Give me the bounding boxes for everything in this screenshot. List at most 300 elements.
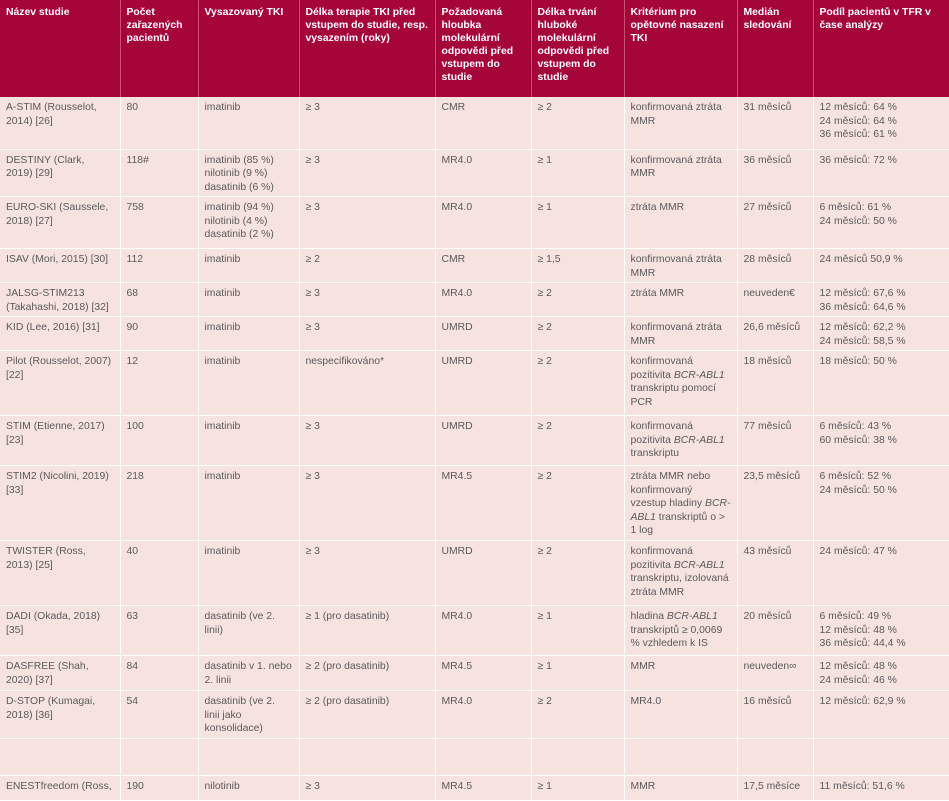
tfr-share-cell-line: 24 měsíců: 50 %	[819, 215, 897, 227]
response-depth-cell	[435, 317, 531, 351]
dmr-duration-cell	[531, 691, 624, 739]
dmr-duration-cell-text: ≥ 2	[537, 288, 552, 299]
tfr-share-cell-line: 36 měsíců: 72 %	[819, 154, 897, 166]
therapy-duration-cell-text: ≥ 1 (pro dasatinib)	[305, 611, 390, 622]
median-followup-cell-text: 20 měsíců	[743, 611, 792, 622]
tfr-share-cell-line: 24 měsíců: 47 %	[819, 546, 897, 557]
study-name-cell	[0, 738, 120, 775]
response-depth-cell	[435, 149, 531, 197]
gene-name-text: BCR-ABL1	[673, 559, 725, 571]
therapy-duration-cell	[299, 283, 435, 317]
table-row	[0, 738, 949, 775]
median-followup-cell	[737, 775, 813, 800]
restart-criterion-cell-text: MMR	[630, 780, 656, 792]
dmr-duration-cell	[531, 317, 624, 351]
response-depth-cell	[435, 283, 531, 317]
tfr-share-cell-line: 24 měsíců: 50 %	[819, 484, 897, 496]
study-name-cell	[0, 249, 120, 283]
tfr-share-cell	[813, 317, 949, 351]
study-name-cell-text: D-STOP (Kumagai, 2018) [36]	[6, 696, 96, 721]
median-followup-cell	[737, 416, 813, 466]
response-depth-cell-text: MR4.5	[441, 780, 473, 792]
patients-count-cell	[120, 97, 198, 149]
tfr-share-cell	[813, 249, 949, 283]
tfr-share-cell-line: 6 měsíců: 49 %	[819, 611, 892, 622]
median-followup-cell	[737, 466, 813, 541]
tfr-share-cell-line: 24 měsíců: 64 %	[819, 115, 897, 127]
table-row	[0, 606, 949, 656]
tfr-share-cell	[813, 775, 949, 800]
tfr-share-cell-line: 24 měsíců: 46 %	[819, 674, 897, 686]
tki-cell-line: dasatinib (2 %)	[204, 229, 274, 240]
study-name-cell-text: DASFREE (Shah, 2020) [37]	[6, 661, 89, 686]
gene-name-text: BCR-ABL1	[630, 498, 731, 523]
tfr-share-cell	[813, 738, 949, 775]
tki-cell-line: dasatinib (ve 2. linii)	[204, 611, 275, 636]
tki-cell-line: imatinib	[204, 102, 241, 113]
dmr-duration-cell	[531, 416, 624, 466]
gene-name-text: BCR-ABL1	[666, 611, 718, 622]
restart-criterion-cell	[624, 466, 737, 541]
tfr-share-cell	[813, 197, 949, 249]
restart-criterion-cell	[624, 283, 737, 317]
therapy-duration-cell	[299, 197, 435, 249]
study-name-cell-text: JALSG-STIM213 (Takahashi, 2018) [32]	[6, 288, 109, 313]
col-header-response-depth: Požadovaná hloubka molekulární odpovědi před vstupem do studie	[435, 0, 531, 97]
dmr-duration-cell	[531, 249, 624, 283]
response-depth-cell-text: MR4.0	[441, 202, 473, 213]
dmr-duration-cell-text: ≥ 2	[537, 696, 552, 707]
response-depth-cell-text: UMRD	[441, 356, 473, 367]
restart-criterion-cell-text: ztráta MMR	[630, 202, 685, 213]
restart-criterion-cell	[624, 249, 737, 283]
tfr-share-cell-line: 11 měsíců: 51,6 %	[819, 780, 905, 792]
study-name-cell	[0, 317, 120, 351]
table-row	[0, 149, 949, 197]
study-name-cell	[0, 466, 120, 541]
patients-count-cell-text: 90	[126, 322, 139, 333]
tki-cell-line: imatinib (85 %)	[204, 154, 274, 166]
response-depth-cell	[435, 416, 531, 466]
therapy-duration-cell-text: ≥ 3	[305, 322, 320, 333]
restart-criterion-text: ztráta MMR nebo konfirmovaný vzestup hladiny	[630, 471, 711, 509]
tki-cell	[198, 656, 299, 691]
patients-count-cell	[120, 541, 198, 606]
response-depth-cell-text: MR4.5	[441, 661, 473, 672]
median-followup-cell	[737, 656, 813, 691]
patients-count-cell	[120, 416, 198, 466]
tki-cell-line: imatinib	[204, 356, 241, 367]
patients-count-cell	[120, 197, 198, 249]
therapy-duration-cell-text: ≥ 3	[305, 202, 320, 213]
restart-criterion-cell-text: ztráta MMR	[630, 288, 685, 299]
study-name-cell-text: DADI (Okada, 2018) [35]	[6, 611, 101, 636]
dmr-duration-cell-text: ≥ 2	[537, 322, 552, 333]
therapy-duration-cell-text: ≥ 3	[305, 471, 320, 482]
patients-count-cell-text: 84	[126, 661, 139, 672]
tki-cell	[198, 416, 299, 466]
median-followup-cell-text: 26,6 měsíců	[743, 322, 801, 333]
patients-count-cell	[120, 149, 198, 197]
median-followup-cell	[737, 738, 813, 775]
tki-cell	[198, 691, 299, 739]
table-row	[0, 775, 949, 800]
therapy-duration-cell	[299, 656, 435, 691]
study-name-cell	[0, 283, 120, 317]
therapy-duration-cell-text: ≥ 3	[305, 288, 320, 299]
dmr-duration-cell-text: ≥ 2	[537, 356, 552, 367]
tki-cell	[198, 775, 299, 800]
therapy-duration-cell	[299, 416, 435, 466]
dmr-duration-cell	[531, 149, 624, 197]
median-followup-cell-text: 16 měsíců	[743, 696, 792, 707]
dmr-duration-cell-text: ≥ 1	[537, 202, 552, 213]
table-row	[0, 416, 949, 466]
study-name-cell	[0, 691, 120, 739]
restart-criterion-cell	[624, 351, 737, 416]
study-name-cell-text: DESTINY (Clark, 2019) [29]	[6, 154, 85, 179]
gene-name-text: BCR-ABL1	[673, 434, 725, 446]
restart-criterion-cell	[624, 97, 737, 149]
restart-criterion-cell-text: MMR	[630, 661, 656, 672]
restart-criterion-text: konfirmovaná pozitivita	[630, 546, 693, 571]
study-name-cell-text: KID (Lee, 2016) [31]	[6, 322, 100, 333]
therapy-duration-cell	[299, 351, 435, 416]
tki-cell	[198, 249, 299, 283]
median-followup-cell	[737, 197, 813, 249]
tfr-share-cell-line: 60 měsíců: 38 %	[819, 434, 897, 446]
restart-criterion-text: transkriptů o > 1 log	[630, 511, 725, 536]
median-followup-cell	[737, 249, 813, 283]
tki-cell	[198, 541, 299, 606]
dmr-duration-cell-text: ≥ 1,5	[537, 254, 561, 265]
dmr-duration-cell	[531, 97, 624, 149]
dmr-duration-cell-text: ≥ 1	[537, 154, 552, 166]
study-name-cell	[0, 775, 120, 800]
study-name-cell-text: ISAV (Mori, 2015) [30]	[6, 254, 109, 265]
tki-cell-line: nilotinib (9 %)	[204, 168, 268, 179]
study-name-cell-text: Pilot (Rousselot, 2007) [22]	[6, 356, 112, 381]
study-name-cell	[0, 97, 120, 149]
col-header-tfr-share: Podíl pacientů v TFR v čase analýzy	[813, 0, 949, 97]
col-header-median-followup: Medián sledování	[737, 0, 813, 97]
patients-count-cell	[120, 775, 198, 800]
median-followup-cell-text: neuveden€	[743, 288, 795, 299]
tfr-share-cell-line: 6 měsíců: 61 %	[819, 202, 892, 213]
tki-cell-line: imatinib (94 %)	[204, 202, 274, 213]
table-row	[0, 351, 949, 416]
study-name-cell-text: EURO-SKI (Saussele, 2018) [27]	[6, 202, 109, 227]
tfr-share-cell-line: 12 měsíců: 64 %	[819, 102, 897, 113]
median-followup-cell	[737, 283, 813, 317]
response-depth-cell	[435, 197, 531, 249]
therapy-duration-cell	[299, 149, 435, 197]
dmr-duration-cell-text: ≥ 1	[537, 661, 552, 672]
patients-count-cell-text: 118#	[126, 154, 149, 166]
tki-cell-line: imatinib	[204, 546, 241, 557]
dmr-duration-cell	[531, 606, 624, 656]
therapy-duration-cell-text: ≥ 2 (pro dasatinib)	[305, 661, 390, 672]
response-depth-cell-text: MR4.0	[441, 696, 473, 707]
dmr-duration-cell-text: ≥ 1	[537, 611, 552, 622]
median-followup-cell	[737, 351, 813, 416]
gene-name-text: BCR-ABL1	[673, 369, 725, 381]
median-followup-cell-text: 36 měsíců	[743, 154, 792, 166]
tfr-share-cell	[813, 283, 949, 317]
study-name-cell	[0, 541, 120, 606]
response-depth-cell	[435, 351, 531, 416]
restart-criterion-cell	[624, 149, 737, 197]
restart-criterion-cell-text: konfirmovaná ztráta MMR	[630, 254, 722, 279]
tki-cell	[198, 351, 299, 416]
tfr-share-cell-line: 24 měsíců: 58,5 %	[819, 335, 906, 347]
restart-criterion-text: hladina	[630, 611, 667, 622]
patients-count-cell-text: 112	[126, 254, 144, 265]
tfr-share-cell-line: 6 měsíců: 52 %	[819, 471, 892, 482]
median-followup-cell	[737, 97, 813, 149]
patients-count-cell-text: 758	[126, 202, 144, 213]
tfr-share-cell	[813, 416, 949, 466]
response-depth-cell-text: UMRD	[441, 546, 473, 557]
restart-criterion-cell	[624, 775, 737, 800]
study-name-cell	[0, 656, 120, 691]
study-name-cell	[0, 149, 120, 197]
col-header-study: Název studie	[0, 0, 120, 97]
dmr-duration-cell	[531, 197, 624, 249]
dmr-duration-cell-text: ≥ 2	[537, 471, 552, 482]
therapy-duration-cell	[299, 317, 435, 351]
restart-criterion-cell	[624, 541, 737, 606]
median-followup-cell	[737, 149, 813, 197]
tfr-share-cell	[813, 656, 949, 691]
response-depth-cell	[435, 606, 531, 656]
response-depth-cell-text: MR4.0	[441, 611, 473, 622]
tfr-share-cell	[813, 541, 949, 606]
table-row	[0, 466, 949, 541]
tki-cell	[198, 466, 299, 541]
restart-criterion-cell-text: konfirmovaná ztráta MMR	[630, 322, 722, 347]
tki-cell-line: imatinib	[204, 288, 241, 299]
col-header-therapy-duration: Délka terapie TKI před vstupem do studie, resp. vysazením (roky)	[299, 0, 435, 97]
patients-count-cell	[120, 317, 198, 351]
tki-cell	[198, 606, 299, 656]
header-row	[0, 0, 949, 97]
dmr-duration-cell	[531, 656, 624, 691]
patients-count-cell-text: 100	[126, 421, 144, 432]
response-depth-cell	[435, 541, 531, 606]
patients-count-cell	[120, 691, 198, 739]
dmr-duration-cell-text: ≥ 2	[537, 546, 552, 557]
dmr-duration-cell	[531, 738, 624, 775]
dmr-duration-cell	[531, 541, 624, 606]
therapy-duration-cell-text: ≥ 3	[305, 421, 320, 432]
median-followup-cell	[737, 606, 813, 656]
response-depth-cell	[435, 97, 531, 149]
tki-cell-line: imatinib	[204, 254, 241, 265]
restart-criterion-text: transkriptu pomocí PCR	[630, 383, 716, 408]
table-row	[0, 97, 949, 149]
therapy-duration-cell	[299, 541, 435, 606]
response-depth-cell-text: MR4.5	[441, 471, 473, 482]
restart-criterion-cell	[624, 197, 737, 249]
response-depth-cell-text: UMRD	[441, 421, 473, 432]
median-followup-cell-text: 77 měsíců	[743, 421, 792, 432]
median-followup-cell-text: neuveden∞	[743, 661, 797, 672]
tfr-share-cell-line: 6 měsíců: 43 %	[819, 421, 892, 432]
response-depth-cell	[435, 738, 531, 775]
median-followup-cell-text: 43 měsíců	[743, 546, 792, 557]
therapy-duration-cell	[299, 738, 435, 775]
tki-cell-line: nilotinib (4 %)	[204, 215, 268, 227]
tfr-share-cell-line: 12 měsíců: 62,9 %	[819, 696, 906, 707]
tki-cell-line: dasatinib v 1. nebo 2. linii	[204, 661, 292, 686]
response-depth-cell-text: CMR	[441, 102, 466, 113]
therapy-duration-cell	[299, 775, 435, 800]
patients-count-cell-text: 54	[126, 696, 139, 707]
median-followup-cell-text: 17,5 měsíce	[743, 780, 801, 792]
dmr-duration-cell-text: ≥ 2	[537, 421, 552, 432]
median-followup-cell	[737, 317, 813, 351]
tfr-share-cell-line: 36 měsíců: 44,4 %	[819, 638, 906, 649]
restart-criterion-cell-text: konfirmovaná ztráta MMR	[630, 102, 722, 127]
patients-count-cell-text: 40	[126, 546, 139, 557]
tfr-share-cell-line: 12 měsíců: 48 %	[819, 624, 897, 636]
response-depth-cell	[435, 691, 531, 739]
tfr-share-cell	[813, 691, 949, 739]
study-name-cell-text: A-STIM (Rousselot, 2014) [26]	[6, 102, 97, 127]
response-depth-cell	[435, 656, 531, 691]
tki-cell-line: nilotinib	[204, 780, 240, 792]
tfr-share-cell-line: 36 měsíců: 64,6 %	[819, 301, 906, 313]
restart-criterion-text: transkriptů ≥ 0,0069 % vzhledem k IS	[630, 624, 723, 649]
tfr-share-cell-line: 36 měsíců: 61 %	[819, 129, 897, 140]
median-followup-cell	[737, 691, 813, 739]
response-depth-cell-text: CMR	[441, 254, 466, 265]
patients-count-cell	[120, 656, 198, 691]
patients-count-cell-text: 63	[126, 611, 139, 622]
restart-criterion-text: konfirmovaná pozitivita	[630, 421, 693, 446]
tfr-share-cell	[813, 149, 949, 197]
restart-criterion-text: konfirmovaná pozitivita	[630, 356, 693, 381]
response-depth-cell-text: MR4.0	[441, 288, 473, 299]
tki-cell	[198, 197, 299, 249]
tki-cell	[198, 149, 299, 197]
response-depth-cell	[435, 466, 531, 541]
median-followup-cell-text: 18 měsíců	[743, 356, 792, 367]
dmr-duration-cell-text: ≥ 1	[537, 780, 552, 792]
tfr-share-cell-line: 24 měsíců 50,9 %	[819, 254, 903, 265]
table-row	[0, 317, 949, 351]
col-header-patients: Počet zařazených pacientů	[120, 0, 198, 97]
tfr-share-cell	[813, 351, 949, 416]
restart-criterion-cell	[624, 691, 737, 739]
therapy-duration-cell	[299, 97, 435, 149]
dmr-duration-cell	[531, 466, 624, 541]
patients-count-cell-text: 80	[126, 102, 139, 113]
tfr-share-cell	[813, 606, 949, 656]
restart-criterion-text: transkriptu	[630, 448, 680, 459]
col-header-restart-criterion: Kritérium pro opětovné nasazení TKI	[624, 0, 737, 97]
study-name-cell	[0, 197, 120, 249]
median-followup-cell-text: 28 měsíců	[743, 254, 792, 265]
tki-cell-line: dasatinib (6 %)	[204, 181, 274, 193]
col-header-dmr-duration: Délka trvání hluboké molekulární odpovědi před vstupem do studie	[531, 0, 624, 97]
restart-criterion-text: transkriptu, izolovaná ztráta MMR	[630, 573, 729, 598]
restart-criterion-cell	[624, 738, 737, 775]
therapy-duration-cell	[299, 466, 435, 541]
tfr-share-cell	[813, 97, 949, 149]
table-row	[0, 283, 949, 317]
patients-count-cell	[120, 738, 198, 775]
restart-criterion-cell-text: MR4.0	[630, 696, 662, 707]
restart-criterion-cell	[624, 606, 737, 656]
therapy-duration-cell-text: nespecifikováno*	[305, 356, 385, 367]
therapy-duration-cell-text: ≥ 3	[305, 780, 320, 792]
patients-count-cell	[120, 466, 198, 541]
dmr-duration-cell	[531, 351, 624, 416]
restart-criterion-cell-text: konfirmovaná ztráta MMR	[630, 154, 722, 179]
patients-count-cell-text: 218	[126, 471, 144, 482]
tki-cell	[198, 317, 299, 351]
patients-count-cell	[120, 283, 198, 317]
tki-cell-line: imatinib	[204, 421, 241, 432]
therapy-duration-cell-text: ≥ 3	[305, 102, 320, 113]
table-row	[0, 691, 949, 739]
restart-criterion-cell	[624, 416, 737, 466]
response-depth-cell-text: MR4.0	[441, 154, 473, 166]
restart-criterion-cell	[624, 317, 737, 351]
tki-cell	[198, 738, 299, 775]
table-row	[0, 656, 949, 691]
table-row	[0, 541, 949, 606]
study-name-cell	[0, 416, 120, 466]
median-followup-cell	[737, 541, 813, 606]
patients-count-cell-text: 12	[126, 356, 139, 367]
median-followup-cell-text: 23,5 měsíců	[743, 471, 801, 482]
response-depth-cell	[435, 249, 531, 283]
study-name-cell-text: ENESTfreedom (Ross,	[6, 780, 112, 792]
patients-count-cell	[120, 249, 198, 283]
table-row	[0, 249, 949, 283]
therapy-duration-cell	[299, 691, 435, 739]
patients-count-cell	[120, 351, 198, 416]
therapy-duration-cell	[299, 606, 435, 656]
dmr-duration-cell	[531, 775, 624, 800]
therapy-duration-cell-text: ≥ 2	[305, 254, 320, 265]
tfr-share-cell	[813, 466, 949, 541]
restart-criterion-cell	[624, 656, 737, 691]
response-depth-cell-text: UMRD	[441, 322, 473, 333]
therapy-duration-cell-text: ≥ 3	[305, 154, 320, 166]
table-row	[0, 197, 949, 249]
tfr-share-cell-line: 12 měsíců: 62,2 %	[819, 322, 906, 333]
response-depth-cell	[435, 775, 531, 800]
dmr-duration-cell	[531, 283, 624, 317]
study-name-cell-text: STIM (Etienne, 2017) [23]	[6, 421, 105, 446]
tfr-share-cell-line: 12 měsíců: 48 %	[819, 661, 897, 672]
therapy-duration-cell-text: ≥ 2 (pro dasatinib)	[305, 696, 390, 707]
patients-count-cell	[120, 606, 198, 656]
patients-count-cell-text: 68	[126, 288, 139, 299]
tfr-share-cell-line: 18 měsíců: 50 %	[819, 356, 897, 367]
tki-cell	[198, 283, 299, 317]
col-header-tki: Vysazovaný TKI	[198, 0, 299, 97]
patients-count-cell-text: 190	[126, 780, 144, 792]
tki-cell	[198, 97, 299, 149]
therapy-duration-cell-text: ≥ 3	[305, 546, 320, 557]
median-followup-cell-text: 27 měsíců	[743, 202, 792, 213]
tki-cell-line: dasatinib (ve 2. linii jako konsolidace)	[204, 696, 275, 734]
